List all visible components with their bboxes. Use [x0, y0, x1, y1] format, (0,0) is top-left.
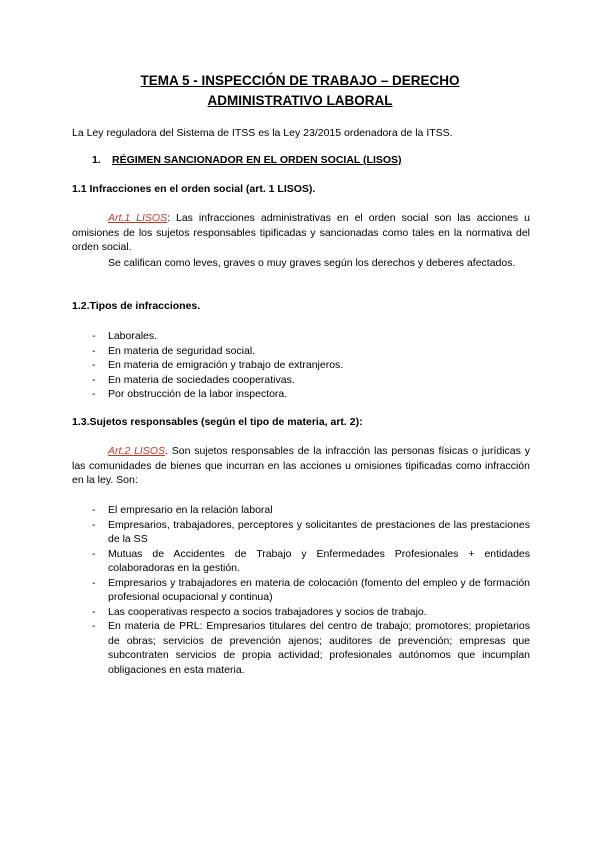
intro-paragraph: La Ley reguladora del Sistema de ITSS es la Ley 23/2015 ordenadora de la ITSS. [72, 127, 453, 139]
section-1-heading [92, 153, 402, 168]
subsection-1-1-paragraph [72, 211, 530, 255]
art1-lisos-text: : Las infracciones administrativas en el orden social son las acciones u omisiones de los sujetos responsables tipificadas y sancionadas como tales en la normativa del orden social. [72, 212, 530, 253]
responsible-subjects-list [92, 503, 530, 677]
subsection-1-2-heading: 1.2.Tipos de infracciones. [72, 300, 201, 312]
section-1-number: 1. [92, 154, 101, 166]
infraction-types-list [92, 329, 530, 402]
title-line-2: ADMINISTRATIVO LABORAL [207, 93, 393, 108]
subsection-1-1-heading: 1.1 Infracciones en el orden social (art. 1 LISOS). [72, 183, 316, 195]
list-item: - Empresarios y trabajadores en materia de colocación (fomento del empleo y de formación profesional ocupacional y continua) [92, 576, 530, 605]
list-item: - Mutuas de Accidentes de Trabajo y Enfermedades Profesionales + entidades colaboradoras en la gestión. [92, 547, 530, 576]
list-item: - En materia de emigración y trabajo de extranjeros. [92, 358, 530, 373]
document-title [60, 71, 540, 111]
subsection-1-3-heading: 1.3.Sujetos responsables (según el tipo de materia, art. 2): [72, 416, 363, 428]
list-item: - Laborales. [92, 329, 530, 344]
list-item: - En materia de seguridad social. [92, 344, 530, 359]
title-line-1: TEMA 5 - INSPECCIÓN DE TRABAJO – DERECHO [140, 73, 460, 88]
section-1-title: RÉGIMEN SANCIONADOR EN EL ORDEN SOCIAL (LISOS) [112, 154, 402, 166]
list-item: - En materia de PRL: Empresarios titulares del centro de trabajo; promotores; propietarios de obras; servicios de prevención ajenos; auditores de prevención; empresas que subcontraten servicios de propia actividad; profesionales autónomos que incumplan obligaciones en esta materia. [92, 619, 530, 677]
list-item: - El empresario en la relación laboral [92, 503, 530, 518]
art1-lisos-reference: Art.1 LISOS [108, 212, 168, 224]
subsection-1-3-paragraph [72, 444, 530, 488]
subsection-1-1-paragraph-2: Se califican como leves, graves o muy graves según los derechos y deberes afectados. [108, 257, 516, 269]
art2-lisos-text: . Son sujetos responsables de la infracción las personas físicas o jurídicas y las comunidades de bienes que incurran en las acciones u omisiones tipificadas como infracción en la ley. Son: [72, 445, 530, 486]
art2-lisos-reference: Art.2 LISOS [108, 445, 165, 457]
list-item: - En materia de sociedades cooperativas. [92, 373, 530, 388]
list-item: - Empresarios, trabajadores, perceptores y solicitantes de prestaciones de las prestaciones de la SS [92, 518, 530, 547]
list-item: - Las cooperativas respecto a socios trabajadores y socios de trabajo. [92, 605, 530, 620]
list-item: - Por obstrucción de la labor inspectora. [92, 387, 530, 402]
